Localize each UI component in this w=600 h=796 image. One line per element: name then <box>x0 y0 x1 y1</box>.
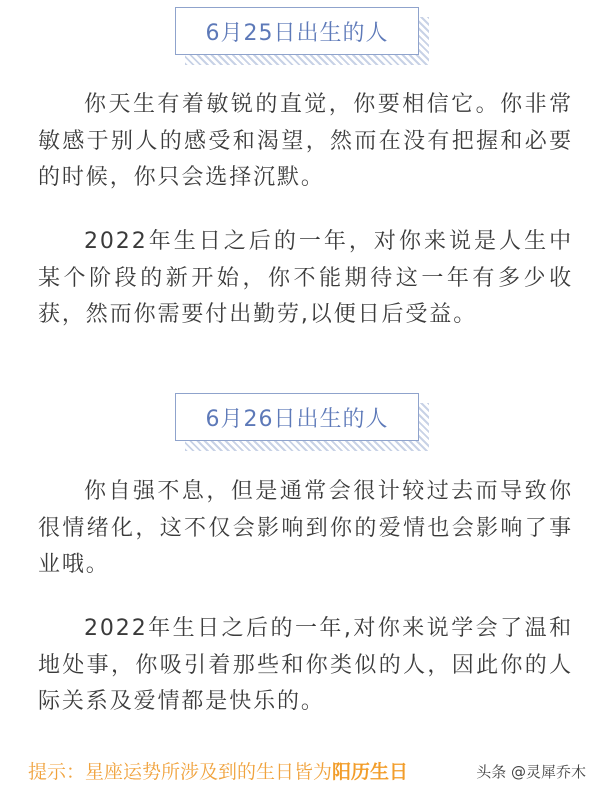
section-1-paragraph-1: 你天生有着敏锐的直觉，你要相信它。你非常敏感于别人的感受和渴望，然而在没有把握和必要的时候，你只会选择沉默。 <box>38 92 573 190</box>
section-1-paragraph-2: 2022年生日之后的一年，对你来说是人生中某个阶段的新开始，你不能期待这一年有多少收获，然而你需要付出勤劳,以便日后受益。 <box>38 229 573 327</box>
section-title-box-2 <box>175 393 419 441</box>
section-title-1: 6月25日出生的人 <box>175 7 419 55</box>
section-title-box-1 <box>175 7 419 55</box>
section-2-paragraph-2: 2022年生日之后的一年,对你来说学会了温和地处事，你吸引着那些和你类似的人，因此你的人际关系及爱情都是快乐的。 <box>38 616 573 714</box>
tip-text: 提示：星座运势所涉及到的生日皆为 <box>28 761 333 783</box>
birthday-tip <box>28 757 408 784</box>
section-2-paragraph-1: 你自强不息，但是通常会很计较过去而导致你很情绪化，这不仅会影响到你的爱情也会影响了事业哦。 <box>38 479 573 577</box>
tip-emphasis: 阳历生日 <box>332 761 409 783</box>
section-title-2: 6月26日出生的人 <box>175 393 419 441</box>
watermark-brand: 头条 @灵犀乔木 <box>476 763 586 781</box>
